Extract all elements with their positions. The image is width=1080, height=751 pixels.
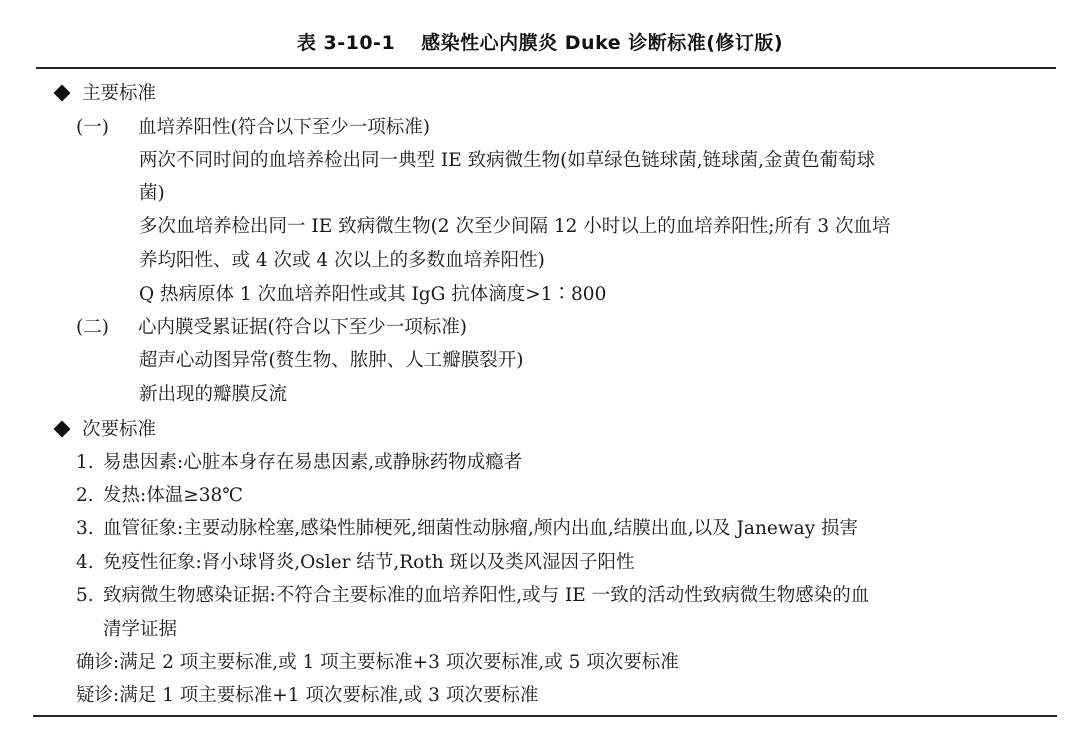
minor-item-5 (76, 584, 869, 608)
table-caption (0, 28, 1080, 55)
major-group-1-item-1-line-2: 菌) (139, 183, 165, 204)
minor-item-4 (76, 551, 635, 575)
item-text: 发热:体温≥38℃ (103, 485, 243, 506)
group-label: 心内膜受累证据(符合以下至少一项标准) (138, 317, 467, 338)
item-number: 2. (76, 485, 94, 506)
group-marker: (二) (76, 317, 109, 338)
possible-diagnosis: 疑诊:满足 1 项主要标准+1 项次要标准,或 3 项次要标准 (76, 685, 539, 706)
item-text: 致病微生物感染证据:不符合主要标准的血培养阳性,或与 IE 一致的活动性致病微生物感染的血 (103, 585, 870, 606)
minor-item-1 (76, 451, 522, 475)
minor-item-2 (76, 484, 243, 508)
major-group-2-heading (76, 316, 467, 340)
major-group-2-item-1: 超声心动图异常(赘生物、脓肿、人工瓣膜裂开) (139, 350, 524, 371)
item-number: 5. (76, 585, 94, 606)
top-rule (36, 67, 1056, 69)
group-marker: (一) (76, 117, 109, 138)
table-number: 表 3-10-1 (296, 32, 396, 54)
major-group-1-item-2-line-1: 多次血培养检出同一 IE 致病微生物(2 次至少间隔 12 小时以上的血培养阳性;所有 3 次血培 (139, 216, 891, 237)
group-label: 血培养阳性(符合以下至少一项标准) (138, 117, 430, 138)
item-text: 易患因素:心脏本身存在易患因素,或静脉药物成瘾者 (103, 452, 523, 473)
item-number: 4. (76, 552, 94, 573)
item-text: 免疫性征象:肾小球肾炎,Osler 结节,Roth 斑以及类风湿因子阳性 (103, 552, 635, 573)
item-number: 3. (76, 518, 94, 539)
major-group-1-item-2-line-2: 养均阳性、或 4 次或 4 次以上的多数血培养阳性) (139, 250, 545, 271)
bottom-rule (33, 715, 1057, 717)
diamond-bullet-icon (54, 421, 71, 438)
major-criteria-heading (50, 82, 156, 106)
major-group-1-heading (76, 116, 430, 140)
item-number: 1. (76, 452, 94, 473)
major-group-1-item-1-line-1: 两次不同时间的血培养检出同一典型 IE 致病微生物(如草绿色链球菌,链球菌,金黄色葡萄球 (139, 150, 876, 171)
table-title: 感染性心内膜炎 Duke 诊断标准(修订版) (421, 32, 784, 54)
minor-item-3 (76, 517, 858, 541)
diamond-bullet-icon (54, 85, 71, 102)
major-heading-text: 主要标准 (82, 83, 157, 104)
major-group-1-item-3: Q 热病原体 1 次血培养阳性或其 IgG 抗体滴度>1∶800 (139, 284, 607, 305)
minor-heading-text: 次要标准 (82, 419, 157, 440)
definite-diagnosis: 确诊:满足 2 项主要标准,或 1 项主要标准+3 项次要标准,或 5 项次要标准 (76, 652, 679, 673)
minor-item-5-continuation: 清学证据 (103, 619, 178, 640)
major-group-2-item-2: 新出现的瓣膜反流 (139, 384, 288, 405)
minor-criteria-heading (50, 418, 156, 442)
item-text: 血管征象:主要动脉栓塞,感染性肺梗死,细菌性动脉瘤,颅内出血,结膜出血,以及 Janeway 损害 (103, 518, 859, 539)
